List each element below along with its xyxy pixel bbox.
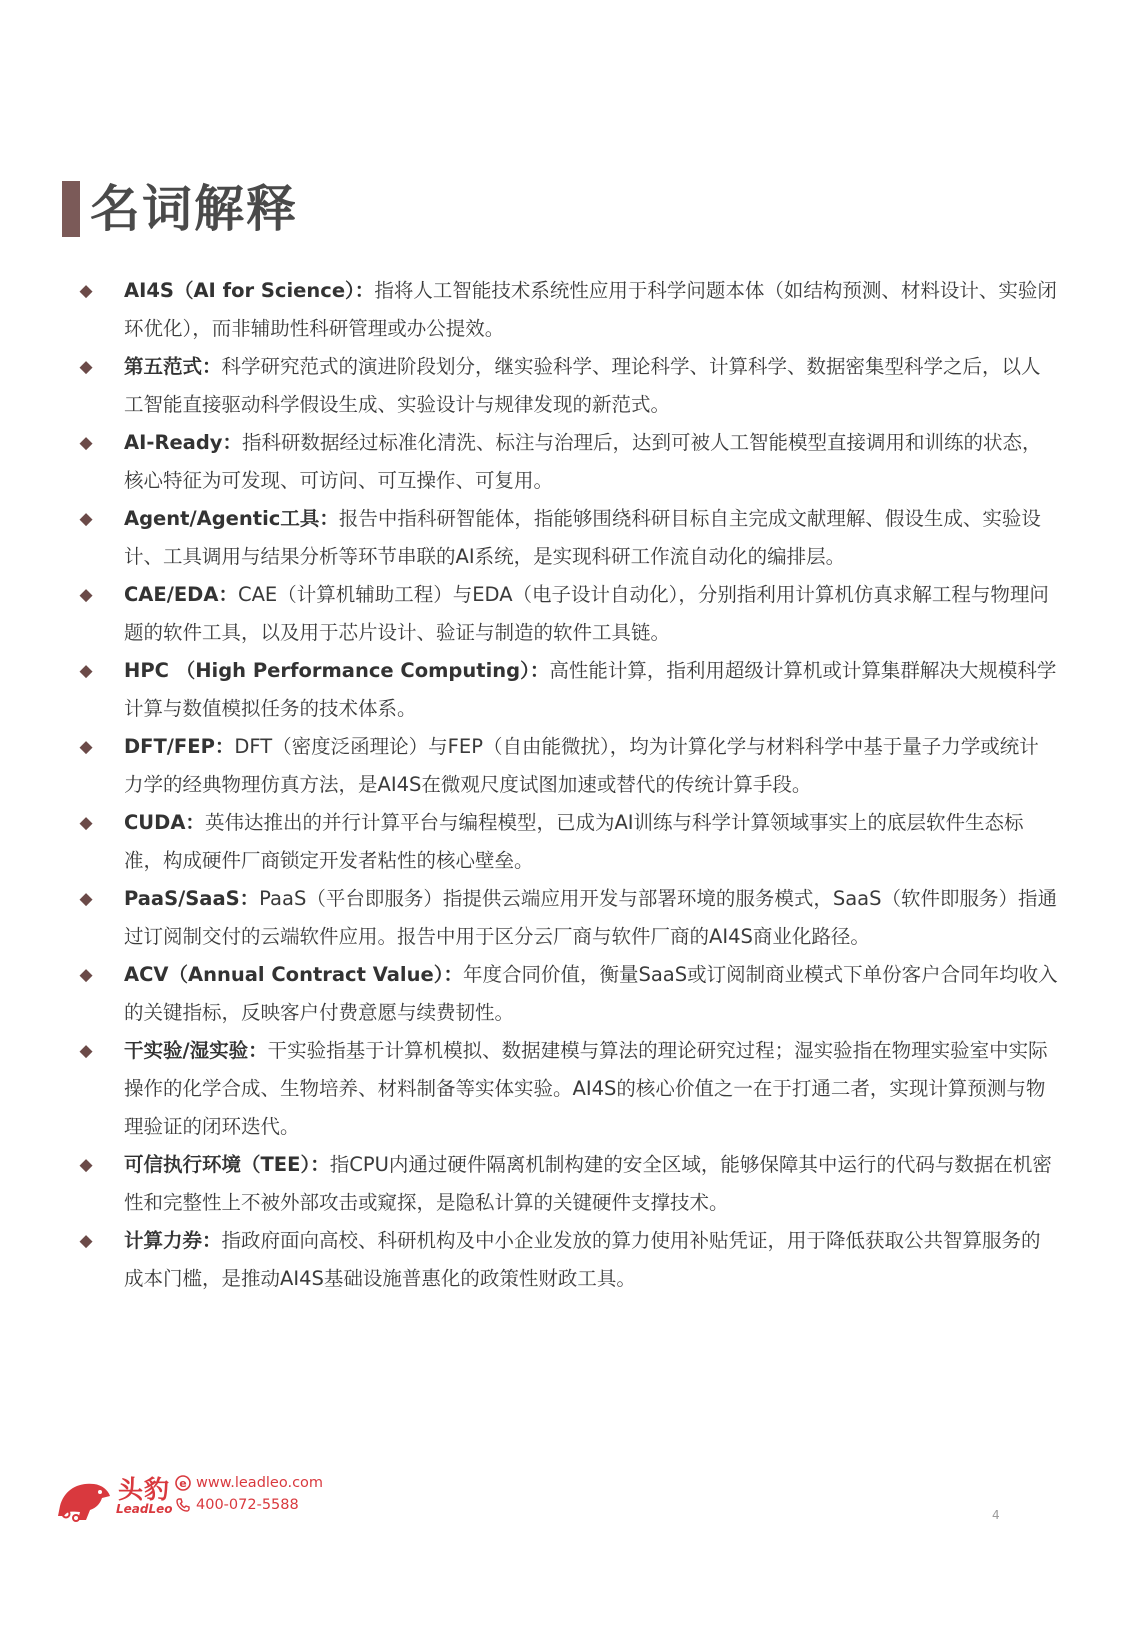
glossary-item xyxy=(78,1146,1058,1222)
page-number: 4 xyxy=(992,1508,1000,1522)
website-link[interactable]: www.leadleo.com xyxy=(196,1475,324,1491)
term-description: 年度合同价值，衡量SaaS或订阅制商业模式下单份客户合同年均收入的关键指标，反映客户付费意愿与续费韧性。 xyxy=(124,963,1058,1024)
glossary-item xyxy=(78,956,1058,1032)
logo-chinese-text: 头豹 xyxy=(118,1475,171,1504)
term-description: PaaS（平台即服务）指提供云端应用开发与部署环境的服务模式，SaaS（软件即服务）指通过订阅制交付的云端软件应用。报告中用于区分云厂商与软件厂商的AI4S商业化路径。 xyxy=(124,887,1057,948)
diamond-bullet-icon: ◆ xyxy=(79,585,93,605)
diamond-bullet-icon: ◆ xyxy=(79,357,93,377)
glossary-item xyxy=(78,424,1058,500)
diamond-bullet-icon: ◆ xyxy=(79,509,93,529)
diamond-bullet-icon: ◆ xyxy=(79,661,93,681)
term-name: 计算力券： xyxy=(124,1229,222,1252)
page-heading xyxy=(62,178,298,240)
phone-number: 400-072-5588 xyxy=(196,1497,299,1513)
heading-accent-bar xyxy=(62,181,80,237)
term-name: PaaS/SaaS： xyxy=(124,887,260,910)
glossary-list xyxy=(78,272,1058,1298)
contact-info xyxy=(174,1472,323,1516)
logo-english-text: LeadLeo xyxy=(116,1502,173,1516)
page-title: 名词解释 xyxy=(90,180,298,238)
svg-text:e: e xyxy=(179,1477,187,1490)
e-icon xyxy=(174,1474,192,1492)
glossary-item xyxy=(78,1032,1058,1146)
diamond-bullet-icon: ◆ xyxy=(79,737,93,757)
website-row xyxy=(174,1472,323,1494)
glossary-item xyxy=(78,576,1058,652)
leadleo-leopard-logo-icon xyxy=(56,1476,114,1526)
term-name: 第五范式： xyxy=(124,355,222,378)
diamond-bullet-icon: ◆ xyxy=(79,813,93,833)
diamond-bullet-icon: ◆ xyxy=(79,281,93,301)
term-description: CAE（计算机辅助工程）与EDA（电子设计自动化），分别指利用计算机仿真求解工程与物理问题的软件工具，以及用于芯片设计、验证与制造的软件工具链。 xyxy=(124,583,1049,644)
term-description: 干实验指基于计算机模拟、数据建模与算法的理论研究过程；湿实验指在物理实验室中实际操作的化学合成、生物培养、材料制备等实体实验。AI4S的核心价值之一在于打通二者，实现计算预测与物理验证的闭环迭代。 xyxy=(124,1039,1048,1138)
term-description: 指CPU内通过硬件隔离机制构建的安全区域，能够保障其中运行的代码与数据在机密性和完整性上不被外部攻击或窥探，是隐私计算的关键硬件支撑技术。 xyxy=(124,1153,1052,1214)
diamond-bullet-icon: ◆ xyxy=(79,889,93,909)
glossary-item xyxy=(78,880,1058,956)
term-name: CUDA： xyxy=(124,811,205,834)
term-description: 报告中指科研智能体，指能够围绕科研目标自主完成文献理解、假设生成、实验设计、工具调用与结果分析等环节串联的AI系统，是实现科研工作流自动化的编排层。 xyxy=(124,507,1041,568)
glossary-item xyxy=(78,652,1058,728)
glossary-item xyxy=(78,348,1058,424)
glossary-item xyxy=(78,500,1058,576)
term-description: 科学研究范式的演进阶段划分，继实验科学、理论科学、计算科学、数据密集型科学之后，以人工智能直接驱动科学假设生成、实验设计与规律发现的新范式。 xyxy=(124,355,1041,416)
term-name: 可信执行环境（TEE）： xyxy=(124,1153,330,1176)
glossary-item xyxy=(78,1222,1058,1298)
diamond-bullet-icon: ◆ xyxy=(79,1041,93,1061)
footer-branding xyxy=(56,1470,356,1550)
glossary-item xyxy=(78,804,1058,880)
term-name: DFT/FEP： xyxy=(124,735,235,758)
phone-row xyxy=(174,1494,323,1516)
diamond-bullet-icon: ◆ xyxy=(79,965,93,985)
term-description: 指将人工智能技术系统性应用于科学问题本体（如结构预测、材料设计、实验闭环优化），而非辅助性科研管理或办公提效。 xyxy=(124,279,1057,340)
term-name: CAE/EDA： xyxy=(124,583,238,606)
glossary-item xyxy=(78,272,1058,348)
term-name: HPC （High Performance Computing）： xyxy=(124,659,550,682)
term-description: 指科研数据经过标准化清洗、标注与治理后，达到可被人工智能模型直接调用和训练的状态，核心特征为可发现、可访问、可互操作、可复用。 xyxy=(124,431,1042,492)
glossary-item xyxy=(78,728,1058,804)
term-description: 英伟达推出的并行计算平台与编程模型，已成为AI训练与科学计算领域事实上的底层软件生态标准，构成硬件厂商锁定开发者粘性的核心壁垒。 xyxy=(124,811,1024,872)
term-description: DFT（密度泛函理论）与FEP（自由能微扰），均为计算化学与材料科学中基于量子力学或统计力学的经典物理仿真方法，是AI4S在微观尺度试图加速或替代的传统计算手段。 xyxy=(124,735,1039,796)
phone-icon xyxy=(174,1496,192,1514)
term-description: 高性能计算，指利用超级计算机或计算集群解决大规模科学计算与数值模拟任务的技术体系。 xyxy=(124,659,1057,720)
term-name: ACV（Annual Contract Value）： xyxy=(124,963,463,986)
term-name: Agent/Agentic工具： xyxy=(124,507,339,530)
term-description: 指政府面向高校、科研机构及中小企业发放的算力使用补贴凭证，用于降低获取公共智算服务的成本门槛，是推动AI4S基础设施普惠化的政策性财政工具。 xyxy=(124,1229,1041,1290)
term-name: 干实验/湿实验： xyxy=(124,1039,268,1062)
diamond-bullet-icon: ◆ xyxy=(79,1155,93,1175)
diamond-bullet-icon: ◆ xyxy=(79,433,93,453)
diamond-bullet-icon: ◆ xyxy=(79,1231,93,1251)
term-name: AI-Ready： xyxy=(124,431,243,454)
term-name: AI4S（AI for Science）： xyxy=(124,279,375,302)
